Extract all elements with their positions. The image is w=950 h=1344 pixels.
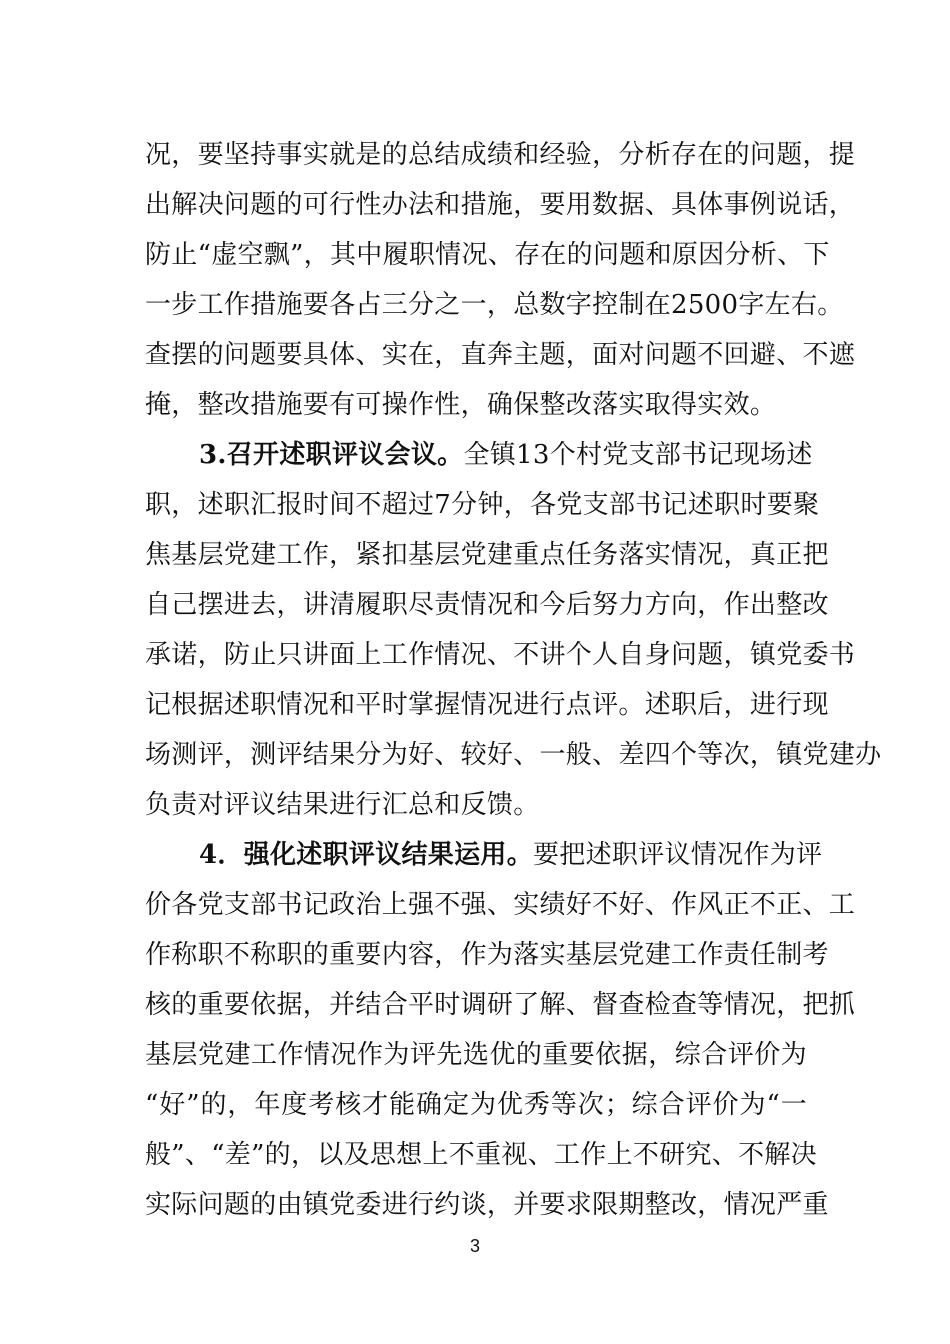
text-line: 负责对评议结果进行汇总和反馈。 <box>145 790 540 820</box>
text-line: 场测评，测评结果分为好、较好、一般、差四个等次，镇党建办 <box>145 740 882 770</box>
text-line: 焦基层党建工作，紧扣基层党建重点任务落实情况，真正把 <box>145 540 829 570</box>
text-fragment: 全镇13个村党支部书记现场述 <box>463 440 813 470</box>
text-line-first <box>145 430 813 480</box>
body-text <box>145 130 882 1230</box>
text-line: “好”的，年度考核才能确定为优秀等次；综合评价为“一 <box>145 1090 807 1120</box>
text-line: 记根据述职情况和平时掌握情况进行点评。述职后，进行现 <box>145 690 829 720</box>
text-line: 况，要坚持事实就是的总结成绩和经验，分析存在的问题，提 <box>145 140 856 170</box>
text-line: 防止“虚空飘”，其中履职情况、存在的问题和原因分析、下 <box>145 240 830 270</box>
text-line: 职，述职汇报时间不超过7分钟，各党支部书记述职时要聚 <box>145 490 820 520</box>
section-heading: 4．强化述职评议结果运用。 <box>199 840 533 870</box>
text-line: 核的重要依据，并结合平时调研了解、督查检查等情况，把抓 <box>145 990 856 1020</box>
text-line: 价各党支部书记政治上强不强、实绩好不好、作风正不正、工 <box>145 890 856 920</box>
text-line: 自己摆进去，讲清履职尽责情况和今后努力方向，作出整改 <box>145 590 829 620</box>
text-line: 般”、“差”的，以及思想上不重视、工作上不研究、不解决 <box>145 1140 817 1170</box>
section-heading: 3.召开述职评议会议。 <box>199 440 464 470</box>
text-line: 掩，整改措施要有可操作性，确保整改落实取得实效。 <box>145 390 777 420</box>
text-line: 查摆的问题要具体、实在，直奔主题，面对问题不回避、不遮 <box>145 340 856 370</box>
page-number: 3 <box>469 1236 480 1256</box>
paragraph-section-4 <box>145 830 856 1230</box>
text-line: 基层党建工作情况作为评先选优的重要依据，综合评价为 <box>145 1040 807 1070</box>
text-line: 一步工作措施要各占三分之一，总数字控制在2500字左右。 <box>145 290 844 320</box>
text-line-first <box>145 830 823 880</box>
text-fragment: 要把述职评议情况作为评 <box>533 840 823 870</box>
paragraph-section-3 <box>145 430 882 830</box>
text-line: 出解决问题的可行性办法和措施，要用数据、具体事例说话， <box>145 190 856 220</box>
paragraph-continuation <box>145 130 856 430</box>
text-line: 作称职不称职的重要内容，作为落实基层党建工作责任制考 <box>145 940 829 970</box>
text-line: 承诺，防止只讲面上工作情况、不讲个人自身问题，镇党委书 <box>145 640 856 670</box>
text-line: 实际问题的由镇党委进行约谈，并要求限期整改，情况严重 <box>145 1190 829 1220</box>
